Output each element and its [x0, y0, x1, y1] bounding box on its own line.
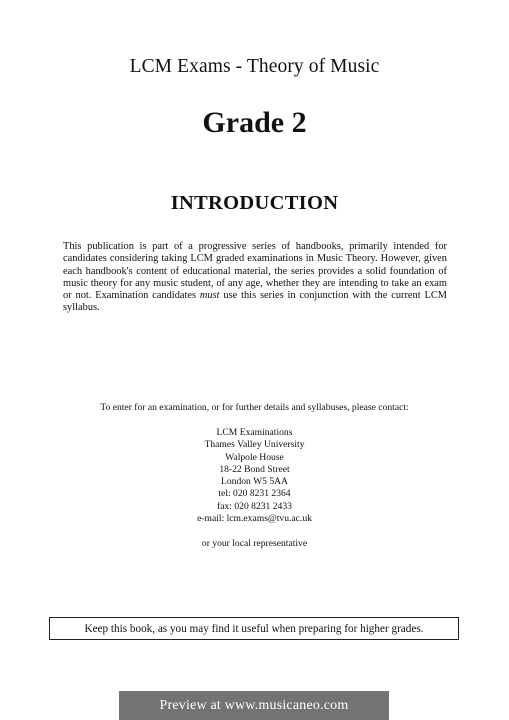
address-line: tel: 020 8231 2364	[218, 488, 291, 500]
paragraph-line	[63, 290, 447, 302]
introduction-heading: INTRODUCTION	[170, 192, 339, 214]
paragraph-line: This publication is part of a progressive series of handbooks, primarily intended for	[63, 241, 447, 252]
address-line: London W5 5AA	[221, 476, 288, 488]
emphasis-must: must	[199, 290, 220, 302]
paragraph-line: syllabus.	[63, 302, 100, 314]
address-line: LCM Examinations	[216, 427, 293, 438]
preview-link-banner[interactable]	[119, 691, 389, 720]
paragraph-line: candidates considering taking LCM graded examinations in Music Theory. However, given	[63, 253, 447, 265]
keep-book-notice	[49, 617, 459, 640]
address-block	[0, 427, 509, 525]
series-title: LCM Exams - Theory of Music	[129, 56, 380, 77]
address-line: Thames Valley University	[204, 439, 305, 451]
address-line: Walpole House	[225, 451, 284, 463]
paragraph-text: use this series in conjunction with the current LCM	[219, 290, 447, 302]
address-line: fax: 020 8231 2433	[217, 500, 292, 512]
local-representative-note: or your local representative	[201, 538, 308, 549]
preview-link-text[interactable]: Preview at www.musicaneo.com	[159, 697, 349, 713]
keep-book-text: Keep this book, as you may find it useful when preparing for higher grades.	[84, 622, 424, 635]
paragraph-text: or not. Examination candidates	[63, 290, 200, 302]
introduction-paragraph	[63, 241, 447, 315]
address-line: 18-22 Bond Street	[219, 463, 290, 475]
contact-intro: To enter for an examination, or for further details and syllabuses, please contact:	[100, 402, 409, 413]
paragraph-line: music theory for any music student, of any age, whether they are intending to take an exam	[63, 277, 447, 289]
address-line: e-mail: lcm.exams@tvu.ac.uk	[197, 513, 312, 525]
grade-title: Grade 2	[202, 106, 307, 139]
paragraph-line: each handbook's content of educational material, the series provides a solid foundation of	[63, 265, 447, 277]
